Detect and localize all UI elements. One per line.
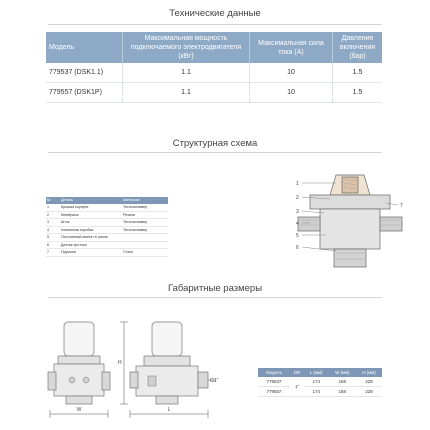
cell-current: 10 — [250, 83, 333, 103]
cell: 5 — [46, 234, 60, 242]
parts-header-material: Материал — [122, 197, 168, 204]
dim-h-label: H — [118, 360, 122, 366]
parts-header-num: № — [46, 197, 60, 204]
cell: Датчик протока — [60, 241, 122, 249]
table-row — [258, 387, 382, 397]
cell: 174 — [304, 377, 328, 387]
cell: Пружина — [60, 249, 122, 257]
cell: 3 — [46, 219, 60, 227]
parts-header-part: Деталь — [60, 197, 122, 204]
cell: 228 — [356, 377, 382, 387]
callout-3: 3 — [296, 209, 299, 215]
cell: 168 — [329, 387, 357, 397]
tech-header-pressure: Давление включения (бар) — [333, 32, 383, 63]
table-row — [46, 204, 168, 211]
dims-header-dn: DN — [290, 368, 304, 377]
tech-header-current: Максимальная сила тока (А) — [250, 32, 333, 63]
callout-7: 7 — [400, 203, 403, 209]
cell: 779537 — [258, 377, 290, 387]
callout-5: 5 — [296, 233, 299, 239]
front-view-drawing — [44, 318, 114, 426]
cell-power: 1.1 — [123, 83, 250, 103]
cell — [122, 234, 168, 242]
callout-1: 1 — [296, 181, 299, 187]
cross-section-diagram — [290, 165, 410, 275]
parts-table — [46, 197, 168, 257]
dims-header-model: Модель — [258, 368, 290, 377]
table-row — [258, 377, 382, 387]
cell: 228 — [356, 387, 382, 397]
dimensions-table — [258, 368, 382, 397]
callout-6: 6 — [296, 245, 299, 251]
callout-2: 2 — [296, 195, 299, 201]
cell: Крышка корпуса — [60, 204, 122, 211]
cell-power: 1.1 — [123, 63, 250, 83]
table-row — [46, 83, 382, 103]
cell: Мембрана — [60, 211, 122, 219]
dims-header-h: H (мм) — [356, 368, 382, 377]
structure-section-title: Структурная схема — [172, 138, 258, 149]
cell: Постоянный магнит в штоке — [60, 234, 122, 242]
inlet-shape — [298, 217, 320, 231]
cell-model: 779557 (DSK1P) — [46, 83, 123, 103]
cell-model: 779537 (DSK1.1) — [46, 63, 123, 83]
callout-4: 4 — [296, 221, 299, 227]
side-view-drawing — [118, 318, 228, 426]
dims-header-l: L (мм) — [304, 368, 328, 377]
cell: 7 — [46, 249, 60, 257]
table-row — [46, 226, 168, 234]
table-row — [46, 249, 168, 257]
table-row — [46, 241, 168, 249]
dim-g-label: G1" — [210, 378, 219, 384]
cell-pressure: 1.5 — [333, 83, 383, 103]
table-row — [46, 211, 168, 219]
tech-header-power: Максимальная мощность подключаемого электродвигателя (кВт) — [123, 32, 250, 63]
cell: Шток — [60, 219, 122, 227]
cell: 168 — [329, 377, 357, 387]
cell-dn: 1" — [290, 377, 304, 397]
cell: 4 — [46, 226, 60, 234]
cell-current: 10 — [250, 63, 333, 83]
cell: Сталь — [122, 249, 168, 257]
divider — [48, 152, 382, 153]
cell — [122, 241, 168, 249]
valve-box-shape — [320, 209, 380, 249]
table-row — [46, 219, 168, 227]
cell: 1 — [46, 204, 60, 211]
cell: 2 — [46, 211, 60, 219]
dim-w-label: W — [76, 407, 82, 413]
outlet-shape — [380, 217, 402, 231]
cell: 6 — [46, 241, 60, 249]
dimensions-section-title: Габаритные размеры — [167, 283, 263, 294]
membrane-shape — [310, 195, 390, 209]
cell: 174 — [304, 387, 328, 397]
dims-header-w: W (мм) — [329, 368, 357, 377]
tech-section-title: Технические данные — [169, 8, 261, 19]
table-row — [46, 234, 168, 242]
cell: Технополимер — [122, 219, 168, 227]
divider — [48, 297, 382, 298]
cell-pressure: 1.5 — [333, 63, 383, 83]
divider — [48, 24, 382, 25]
cell: Резина — [122, 211, 168, 219]
tech-table — [46, 32, 382, 103]
dim-l-label: L — [167, 407, 171, 413]
tech-header-model: Модель — [46, 32, 123, 63]
cell: Технополимер — [122, 226, 168, 234]
cell: Клапанная коробка — [60, 226, 122, 234]
bottom-port-shape — [334, 249, 366, 267]
table-row — [46, 63, 382, 83]
cell: Технополимер — [122, 204, 168, 211]
cell: 779557 — [258, 387, 290, 397]
